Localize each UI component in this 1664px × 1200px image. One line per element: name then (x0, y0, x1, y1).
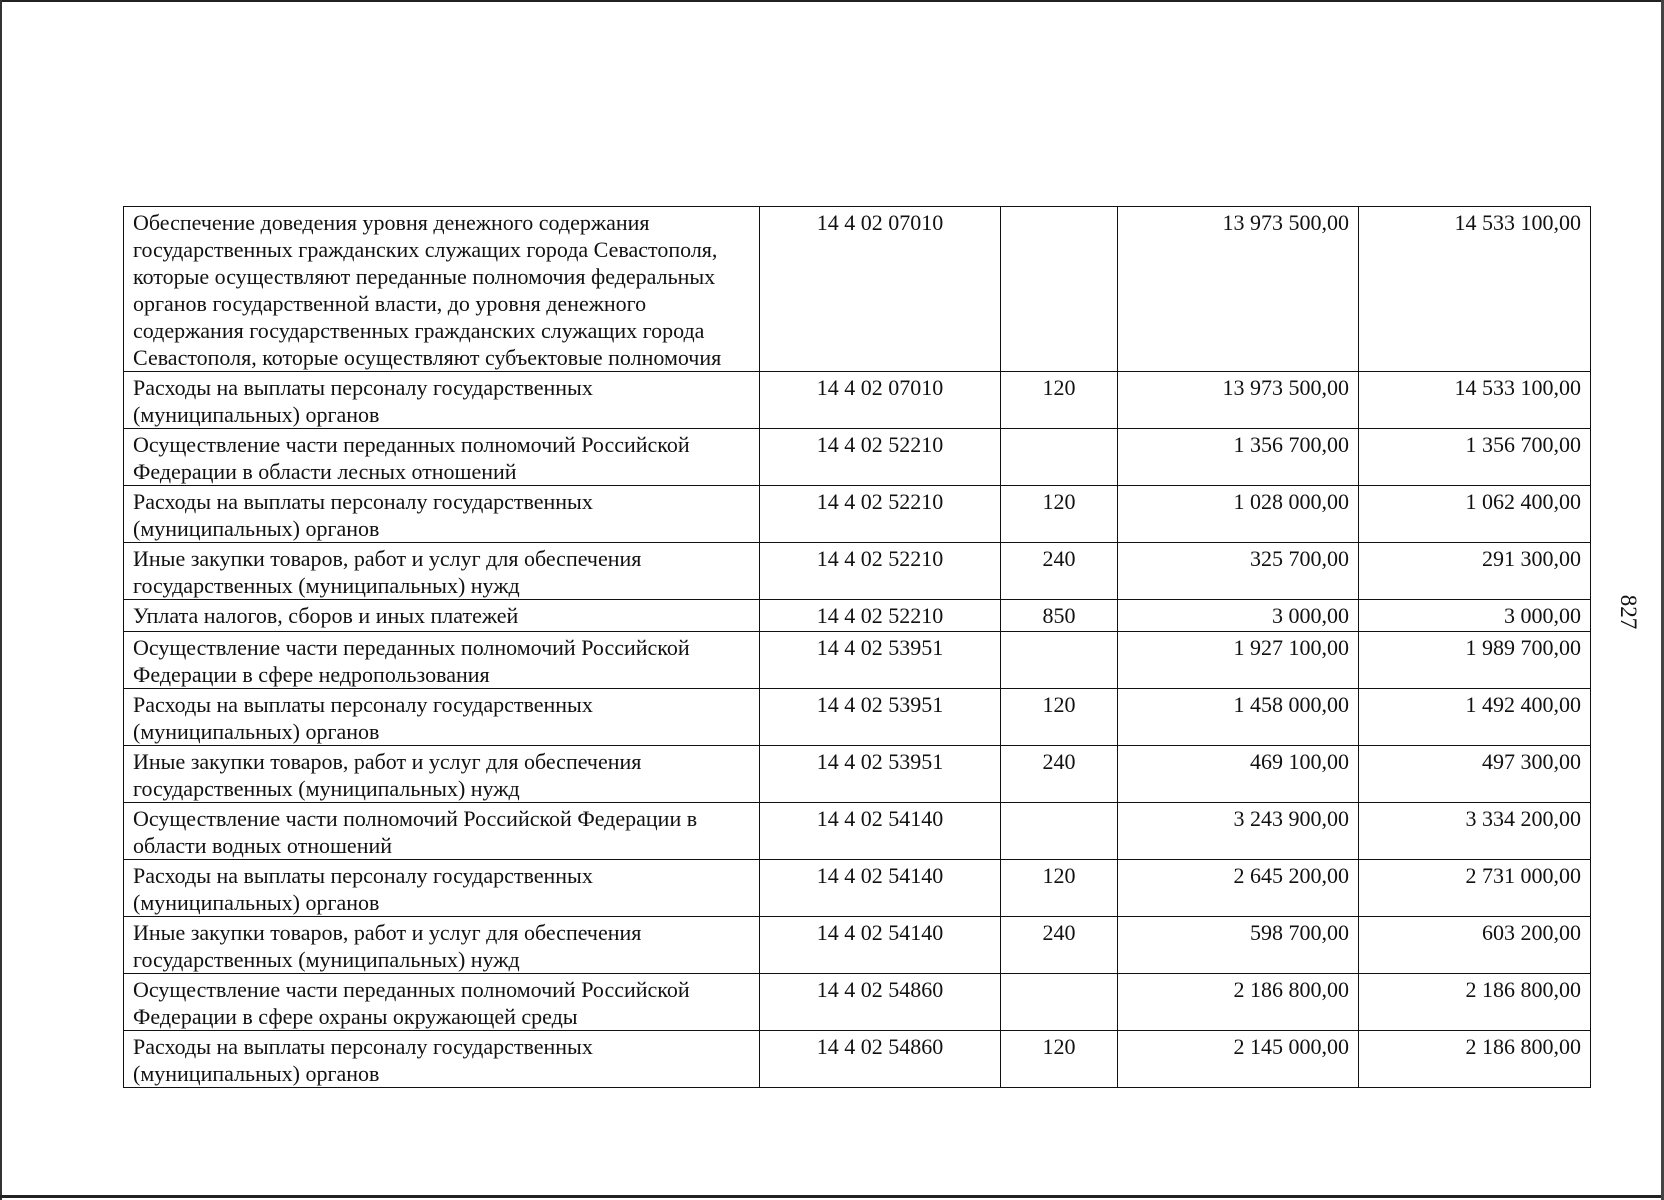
amount-2-cell: 1 062 400,00 (1359, 486, 1591, 543)
expense-type-cell (1001, 429, 1118, 486)
expense-name-cell: Иные закупки товаров, работ и услуг для обеспечения государственных (муниципальных) нужд (124, 746, 760, 803)
expense-type-cell: 850 (1001, 600, 1118, 632)
target-article-code-cell: 14 4 02 52210 (760, 600, 1001, 632)
expense-name-cell: Обеспечение доведения уровня денежного содержания государственных гражданских служащих города Севастополя, которые осуществляют переданные полномочия федеральных органов государственной власти, до уровня денежного содержания государственных гражданских служащих города Севастополя, которые осуществляют субъектовые полномочия (124, 207, 760, 372)
table-row (124, 689, 1591, 746)
expense-type-cell: 240 (1001, 543, 1118, 600)
amount-1-cell: 2 645 200,00 (1118, 860, 1359, 917)
page-number: 827 (1616, 594, 1641, 630)
target-article-code-cell: 14 4 02 54140 (760, 803, 1001, 860)
table-row (124, 632, 1591, 689)
amount-2-cell: 291 300,00 (1359, 543, 1591, 600)
amount-1-cell: 2 145 000,00 (1118, 1031, 1359, 1088)
table-row (124, 917, 1591, 974)
target-article-code-cell: 14 4 02 54860 (760, 974, 1001, 1031)
table-row (124, 1031, 1591, 1088)
target-article-code-cell: 14 4 02 53951 (760, 746, 1001, 803)
expense-name-cell: Осуществление части переданных полномочий Российской Федерации в сфере охраны окружающей среды (124, 974, 760, 1031)
amount-1-cell: 598 700,00 (1118, 917, 1359, 974)
expense-type-cell: 120 (1001, 1031, 1118, 1088)
expense-type-cell (1001, 803, 1118, 860)
target-article-code-cell: 14 4 02 53951 (760, 632, 1001, 689)
expense-type-cell (1001, 207, 1118, 372)
scan-border-left (0, 0, 2, 1200)
target-article-code-cell: 14 4 02 07010 (760, 207, 1001, 372)
amount-2-cell: 14 533 100,00 (1359, 372, 1591, 429)
target-article-code-cell: 14 4 02 07010 (760, 372, 1001, 429)
amount-2-cell: 3 000,00 (1359, 600, 1591, 632)
scan-border-bottom (0, 1195, 1664, 1198)
amount-1-cell: 3 243 900,00 (1118, 803, 1359, 860)
expense-name-cell: Расходы на выплаты персоналу государственных (муниципальных) органов (124, 372, 760, 429)
table-row (124, 207, 1591, 372)
table-row (124, 372, 1591, 429)
table-row (124, 486, 1591, 543)
table-row (124, 429, 1591, 486)
expense-type-cell: 240 (1001, 746, 1118, 803)
amount-2-cell: 3 334 200,00 (1359, 803, 1591, 860)
expense-type-cell: 120 (1001, 860, 1118, 917)
amount-2-cell: 1 492 400,00 (1359, 689, 1591, 746)
expense-name-cell: Расходы на выплаты персоналу государственных (муниципальных) органов (124, 860, 760, 917)
amount-1-cell: 325 700,00 (1118, 543, 1359, 600)
amount-2-cell: 1 356 700,00 (1359, 429, 1591, 486)
target-article-code-cell: 14 4 02 52210 (760, 543, 1001, 600)
amount-2-cell: 1 989 700,00 (1359, 632, 1591, 689)
amount-1-cell: 1 458 000,00 (1118, 689, 1359, 746)
table-row (124, 600, 1591, 632)
amount-1-cell: 1 356 700,00 (1118, 429, 1359, 486)
amount-1-cell: 1 028 000,00 (1118, 486, 1359, 543)
expense-name-cell: Расходы на выплаты персоналу государственных (муниципальных) органов (124, 486, 760, 543)
amount-2-cell: 2 731 000,00 (1359, 860, 1591, 917)
amount-1-cell: 3 000,00 (1118, 600, 1359, 632)
expense-name-cell: Иные закупки товаров, работ и услуг для обеспечения государственных (муниципальных) нужд (124, 543, 760, 600)
target-article-code-cell: 14 4 02 52210 (760, 429, 1001, 486)
amount-2-cell: 603 200,00 (1359, 917, 1591, 974)
expense-name-cell: Осуществление части переданных полномочий Российской Федерации в сфере недропользования (124, 632, 760, 689)
expense-type-cell: 120 (1001, 689, 1118, 746)
amount-2-cell: 2 186 800,00 (1359, 974, 1591, 1031)
expense-name-cell: Осуществление части переданных полномочий Российской Федерации в области лесных отношений (124, 429, 760, 486)
target-article-code-cell: 14 4 02 52210 (760, 486, 1001, 543)
table-row (124, 746, 1591, 803)
target-article-code-cell: 14 4 02 54860 (760, 1031, 1001, 1088)
amount-1-cell: 469 100,00 (1118, 746, 1359, 803)
table-row (124, 974, 1591, 1031)
amount-1-cell: 1 927 100,00 (1118, 632, 1359, 689)
amount-1-cell: 13 973 500,00 (1118, 372, 1359, 429)
amount-2-cell: 497 300,00 (1359, 746, 1591, 803)
expense-name-cell: Иные закупки товаров, работ и услуг для обеспечения государственных (муниципальных) нужд (124, 917, 760, 974)
expense-name-cell: Расходы на выплаты персоналу государственных (муниципальных) органов (124, 1031, 760, 1088)
amount-1-cell: 13 973 500,00 (1118, 207, 1359, 372)
expense-name-cell: Расходы на выплаты персоналу государственных (муниципальных) органов (124, 689, 760, 746)
target-article-code-cell: 14 4 02 53951 (760, 689, 1001, 746)
scan-border-top (0, 0, 1664, 2)
table-row (124, 860, 1591, 917)
table-row (124, 543, 1591, 600)
table-row (124, 803, 1591, 860)
target-article-code-cell: 14 4 02 54140 (760, 860, 1001, 917)
amount-2-cell: 14 533 100,00 (1359, 207, 1591, 372)
expense-name-cell: Уплата налогов, сборов и иных платежей (124, 600, 760, 632)
target-article-code-cell: 14 4 02 54140 (760, 917, 1001, 974)
expense-type-cell: 120 (1001, 486, 1118, 543)
expense-type-cell (1001, 632, 1118, 689)
expense-type-cell: 120 (1001, 372, 1118, 429)
expense-name-cell: Осуществление части полномочий Российской Федерации в области водных отношений (124, 803, 760, 860)
budget-table (123, 206, 1591, 1088)
amount-1-cell: 2 186 800,00 (1118, 974, 1359, 1031)
amount-2-cell: 2 186 800,00 (1359, 1031, 1591, 1088)
expense-type-cell: 240 (1001, 917, 1118, 974)
expense-type-cell (1001, 974, 1118, 1031)
